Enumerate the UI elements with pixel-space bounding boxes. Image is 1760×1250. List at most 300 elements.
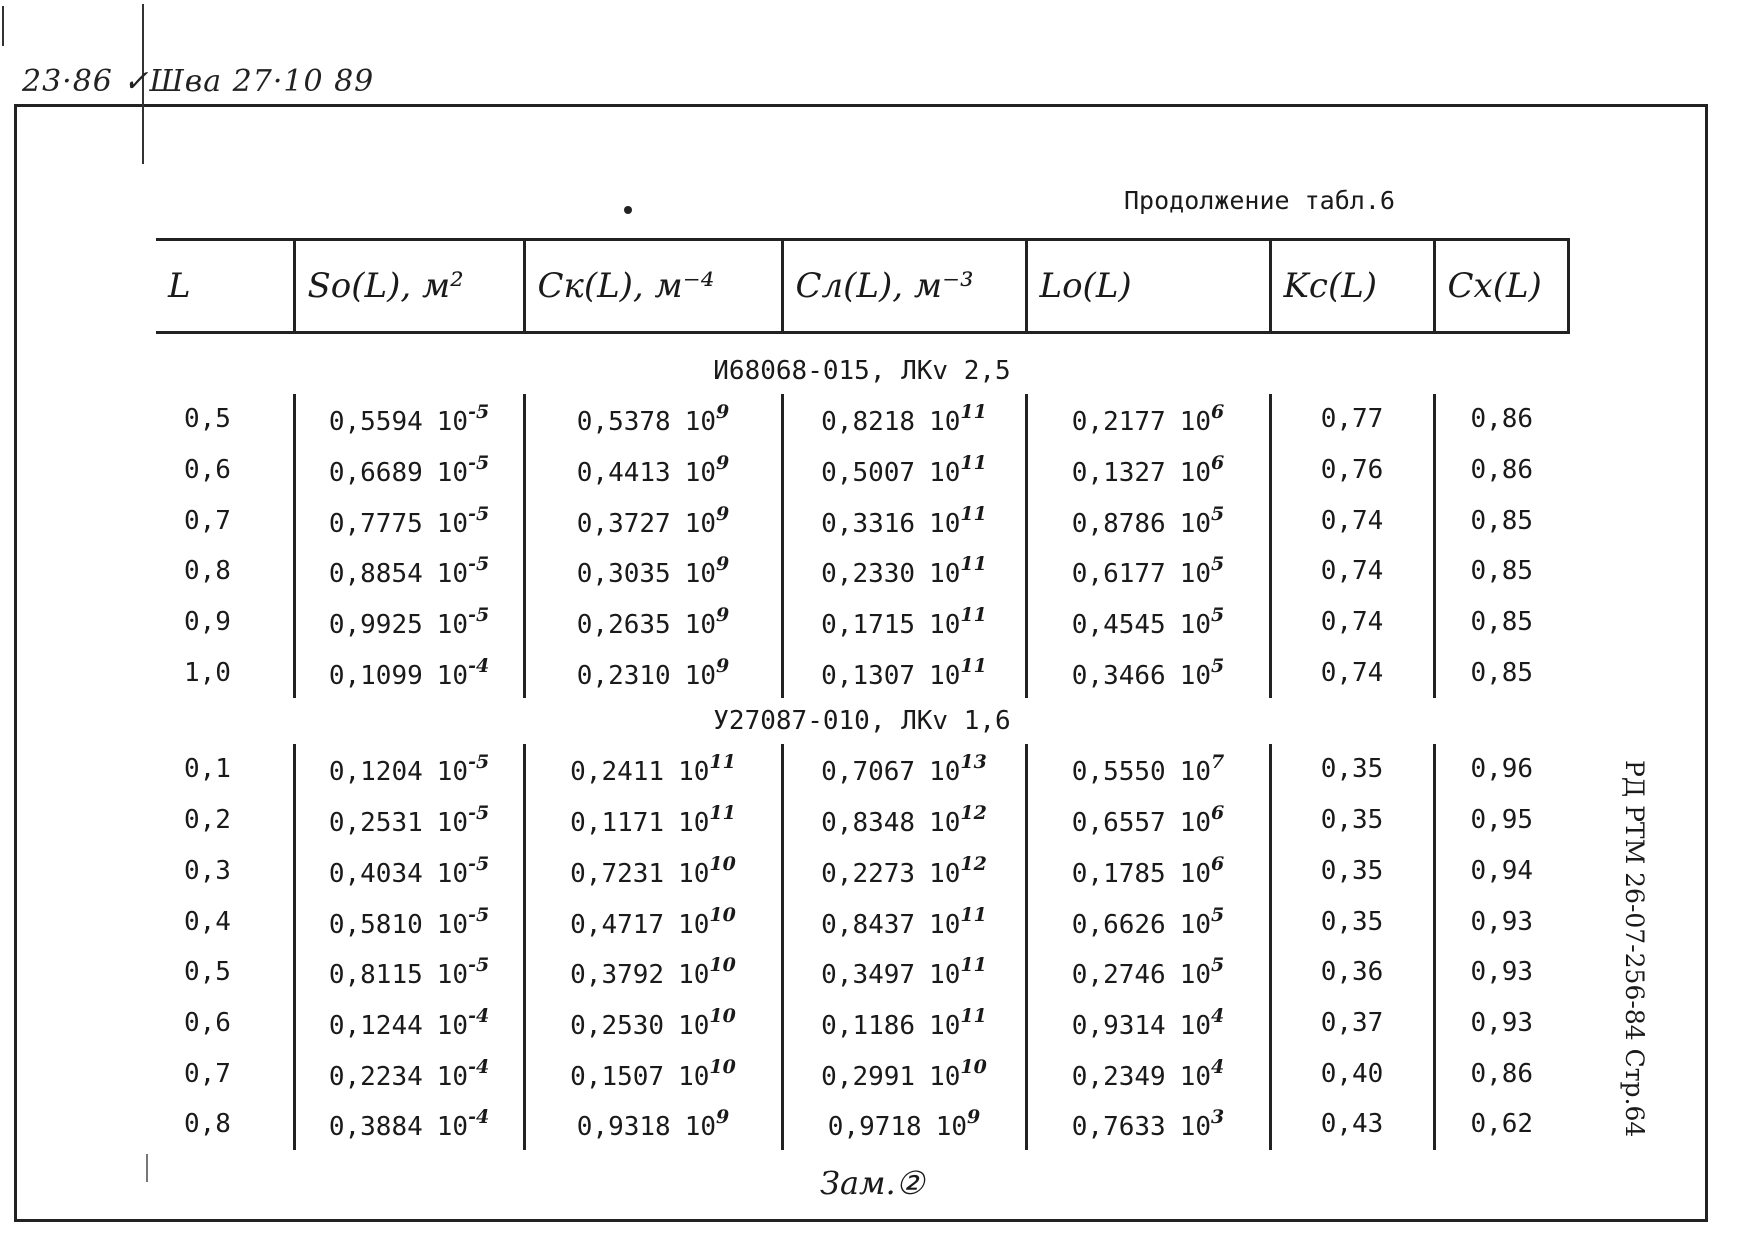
base-ten: 10 <box>684 610 716 641</box>
cell-l: 0,7 <box>184 1058 231 1089</box>
mantissa: 0,6689 <box>328 458 423 489</box>
exponent: 9 <box>716 553 730 576</box>
base-ten: 10 <box>1179 660 1211 691</box>
exponent: 9 <box>716 452 730 475</box>
cell-l: 0,3 <box>184 855 231 886</box>
table-row <box>156 597 1568 648</box>
base-ten: 10 <box>929 808 961 839</box>
base-ten: 10 <box>678 858 710 889</box>
col-header-so: So(L), м² <box>294 240 524 333</box>
mantissa: 0,9314 <box>1071 1010 1166 1041</box>
cell-kc: 0,77 <box>1270 394 1434 445</box>
exponent: 5 <box>1211 903 1225 926</box>
base-ten: 10 <box>1179 909 1211 940</box>
exponent: -4 <box>468 654 490 677</box>
cell-kc: 0,43 <box>1270 1099 1434 1150</box>
base-ten: 10 <box>1179 407 1211 438</box>
cell-lo <box>1026 495 1270 546</box>
cell-cx: 0,93 <box>1434 896 1568 947</box>
cell-ck <box>524 896 782 947</box>
base-ten: 10 <box>929 508 961 539</box>
exponent: 4 <box>1211 1004 1225 1027</box>
group-title: У27087-010, ЛКv 1,6 <box>713 706 1011 737</box>
base-ten: 10 <box>436 1061 469 1092</box>
cell-cl <box>782 846 1026 897</box>
base-ten: 10 <box>436 559 469 590</box>
base-ten: 10 <box>1179 1010 1211 1041</box>
exponent: 11 <box>960 604 987 627</box>
cell-lo <box>1026 546 1270 597</box>
exponent: 10 <box>709 852 736 875</box>
base-ten: 10 <box>929 1061 961 1092</box>
cell-kc: 0,74 <box>1270 597 1434 648</box>
mantissa: 0,1327 <box>1071 458 1166 489</box>
mantissa: 0,3035 <box>576 559 671 590</box>
cell-lo <box>1026 896 1270 947</box>
exponent: 5 <box>1211 502 1225 525</box>
table-row <box>156 998 1568 1049</box>
mantissa: 0,3792 <box>570 960 665 991</box>
cell-cl <box>782 546 1026 597</box>
mantissa: 0,2310 <box>576 660 671 691</box>
exponent: 6 <box>1211 802 1225 825</box>
cell-l: 0,6 <box>184 1007 231 1038</box>
cell-so <box>294 795 524 846</box>
mantissa: 0,5378 <box>576 407 671 438</box>
mantissa: 0,1099 <box>328 660 423 691</box>
base-ten: 10 <box>1179 960 1211 991</box>
base-ten: 10 <box>1179 458 1211 489</box>
cell-so <box>294 998 524 1049</box>
mantissa: 0,8437 <box>821 909 916 940</box>
exponent: 9 <box>716 654 730 677</box>
exponent: 3 <box>1211 1106 1225 1129</box>
document-code-label: РД РТМ 26-07-256-84 Стр.64 <box>1620 760 1649 1138</box>
mantissa: 0,1785 <box>1071 858 1166 889</box>
cell-kc: 0,76 <box>1270 445 1434 496</box>
base-ten: 10 <box>684 660 716 691</box>
base-ten: 10 <box>1179 858 1211 889</box>
cell-cl <box>782 795 1026 846</box>
base-ten: 10 <box>436 1010 469 1041</box>
cell-ck <box>524 998 782 1049</box>
exponent: 10 <box>960 1055 987 1078</box>
cell-cx: 0,85 <box>1434 546 1568 597</box>
base-ten: 10 <box>935 1112 967 1143</box>
table-row <box>156 445 1568 496</box>
cell-ck <box>524 546 782 597</box>
cell-ck <box>524 647 782 698</box>
cell-kc: 0,74 <box>1270 495 1434 546</box>
cell-lo <box>1026 394 1270 445</box>
binding-margin-line-bottom <box>146 1154 148 1182</box>
exponent: -5 <box>468 452 490 475</box>
cell-lo <box>1026 846 1270 897</box>
exponent: 10 <box>709 1055 736 1078</box>
table-row <box>156 896 1568 947</box>
exponent: -4 <box>468 1055 490 1078</box>
col-header-cl: Cл(L), м⁻³ <box>782 240 1026 333</box>
cell-lo <box>1026 744 1270 795</box>
cell-ck <box>524 744 782 795</box>
exponent: 11 <box>960 452 987 475</box>
cell-lo <box>1026 795 1270 846</box>
mantissa: 0,2177 <box>1071 407 1166 438</box>
exponent: 9 <box>967 1106 981 1129</box>
mantissa: 0,4717 <box>570 909 665 940</box>
cell-cx: 0,94 <box>1434 846 1568 897</box>
base-ten: 10 <box>436 660 469 691</box>
base-ten: 10 <box>929 858 961 889</box>
mantissa: 0,2991 <box>821 1061 916 1092</box>
exponent: -5 <box>468 553 490 576</box>
cell-cx: 0,86 <box>1434 394 1568 445</box>
exponent: 10 <box>709 903 736 926</box>
ink-dot <box>624 206 632 214</box>
cell-lo <box>1026 1048 1270 1099</box>
base-ten: 10 <box>436 1112 469 1143</box>
cell-l: 0,9 <box>184 607 231 638</box>
mantissa: 0,2330 <box>821 559 916 590</box>
cell-so <box>294 445 524 496</box>
cell-ck <box>524 1048 782 1099</box>
cell-l: 0,6 <box>184 455 231 486</box>
mantissa: 0,5007 <box>821 458 916 489</box>
base-ten: 10 <box>1179 559 1211 590</box>
exponent: 12 <box>960 852 987 875</box>
cell-kc: 0,35 <box>1270 744 1434 795</box>
cell-l: 0,5 <box>184 404 231 435</box>
mantissa: 0,7231 <box>570 858 665 889</box>
cell-l: 1,0 <box>184 657 231 688</box>
base-ten: 10 <box>929 458 961 489</box>
base-ten: 10 <box>1179 610 1211 641</box>
mantissa: 0,1244 <box>328 1010 423 1041</box>
base-ten: 10 <box>436 808 469 839</box>
cell-ck <box>524 394 782 445</box>
mantissa: 0,1307 <box>821 660 916 691</box>
exponent: 11 <box>960 654 987 677</box>
cell-ck <box>524 495 782 546</box>
cell-cx: 0,93 <box>1434 998 1568 1049</box>
base-ten: 10 <box>684 1112 716 1143</box>
cell-so <box>294 846 524 897</box>
base-ten: 10 <box>436 960 469 991</box>
data-table <box>156 238 1570 1150</box>
col-header-lo: Lo(L) <box>1026 240 1270 333</box>
mantissa: 0,2273 <box>821 858 916 889</box>
exponent: 4 <box>1211 1055 1225 1078</box>
cell-ck <box>524 947 782 998</box>
mantissa: 0,3884 <box>328 1112 423 1143</box>
exponent: 6 <box>1211 852 1225 875</box>
exponent: 11 <box>960 553 987 576</box>
table-row <box>156 795 1568 846</box>
cell-kc: 0,35 <box>1270 896 1434 947</box>
cell-cx: 0,96 <box>1434 744 1568 795</box>
mantissa: 0,8115 <box>328 960 423 991</box>
mantissa: 0,8218 <box>821 407 916 438</box>
cell-l: 0,5 <box>184 957 231 988</box>
exponent: -4 <box>468 1106 490 1129</box>
table-body <box>156 333 1568 1150</box>
mantissa: 0,9925 <box>328 610 423 641</box>
exponent: 11 <box>960 1004 987 1027</box>
table-row <box>156 1099 1568 1150</box>
cell-so <box>294 1048 524 1099</box>
mantissa: 0,3466 <box>1071 660 1166 691</box>
cell-so <box>294 495 524 546</box>
exponent: 11 <box>709 751 736 774</box>
cell-ck <box>524 597 782 648</box>
mantissa: 0,3497 <box>821 960 916 991</box>
cell-cx: 0,95 <box>1434 795 1568 846</box>
mantissa: 0,4034 <box>328 858 423 889</box>
mantissa: 0,1507 <box>570 1061 665 1092</box>
col-header-cx: Cх(L) <box>1434 240 1568 333</box>
table-row <box>156 546 1568 597</box>
cell-l: 0,7 <box>184 505 231 536</box>
cell-ck <box>524 1099 782 1150</box>
cell-so <box>294 947 524 998</box>
exponent: -5 <box>468 502 490 525</box>
cell-cl <box>782 647 1026 698</box>
mantissa: 0,2411 <box>570 757 665 788</box>
base-ten: 10 <box>929 407 961 438</box>
cell-cx: 0,85 <box>1434 597 1568 648</box>
exponent: -5 <box>468 401 490 424</box>
mantissa: 0,7067 <box>821 757 916 788</box>
exponent: -5 <box>468 903 490 926</box>
exponent: -5 <box>468 954 490 977</box>
table-row <box>156 947 1568 998</box>
cell-kc: 0,35 <box>1270 795 1434 846</box>
exponent: -5 <box>468 604 490 627</box>
exponent: 12 <box>960 802 987 825</box>
exponent: 11 <box>960 954 987 977</box>
cell-cx: 0,85 <box>1434 495 1568 546</box>
cell-l: 0,8 <box>184 556 231 587</box>
mantissa: 0,1204 <box>328 757 423 788</box>
base-ten: 10 <box>678 909 710 940</box>
col-header-l: L <box>156 240 294 333</box>
mantissa: 0,3316 <box>821 508 916 539</box>
exponent: -5 <box>468 751 490 774</box>
cell-cx: 0,86 <box>1434 445 1568 496</box>
base-ten: 10 <box>929 757 961 788</box>
base-ten: 10 <box>678 808 710 839</box>
cell-cl <box>782 744 1026 795</box>
col-header-ck: Cк(L), м⁻⁴ <box>524 240 782 333</box>
exponent: 5 <box>1211 654 1225 677</box>
cell-l: 0,2 <box>184 805 231 836</box>
cell-so <box>294 1099 524 1150</box>
exponent: 13 <box>960 751 987 774</box>
revision-note: Зам.② <box>820 1164 925 1202</box>
table-continuation-label: Продолжение табл.6 <box>1124 186 1395 215</box>
exponent: 11 <box>709 802 736 825</box>
base-ten: 10 <box>436 909 469 940</box>
group-title-row <box>156 333 1568 395</box>
exponent: 9 <box>716 1106 730 1129</box>
cell-cl <box>782 1048 1026 1099</box>
corner-mark <box>2 6 4 46</box>
cell-so <box>294 597 524 648</box>
mantissa: 0,2635 <box>576 610 671 641</box>
cell-cl <box>782 394 1026 445</box>
cell-cl <box>782 896 1026 947</box>
table-row <box>156 394 1568 445</box>
cell-kc: 0,36 <box>1270 947 1434 998</box>
base-ten: 10 <box>1179 757 1211 788</box>
cell-kc: 0,74 <box>1270 647 1434 698</box>
base-ten: 10 <box>684 559 716 590</box>
mantissa: 0,6177 <box>1071 559 1166 590</box>
mantissa: 0,6557 <box>1071 808 1166 839</box>
table-header-row <box>156 240 1568 333</box>
cell-ck <box>524 445 782 496</box>
exponent: -5 <box>468 802 490 825</box>
mantissa: 0,5810 <box>328 909 423 940</box>
exponent: 7 <box>1211 751 1225 774</box>
table-row <box>156 846 1568 897</box>
base-ten: 10 <box>1179 808 1211 839</box>
mantissa: 0,8786 <box>1071 508 1166 539</box>
cell-ck <box>524 795 782 846</box>
exponent: 5 <box>1211 954 1225 977</box>
base-ten: 10 <box>436 407 469 438</box>
cell-l: 0,4 <box>184 906 231 937</box>
cell-kc: 0,35 <box>1270 846 1434 897</box>
mantissa: 0,1715 <box>821 610 916 641</box>
cell-lo <box>1026 947 1270 998</box>
cell-cl <box>782 445 1026 496</box>
base-ten: 10 <box>436 858 469 889</box>
exponent: 6 <box>1211 401 1225 424</box>
cell-lo <box>1026 1099 1270 1150</box>
exponent: 11 <box>960 502 987 525</box>
cell-cl <box>782 947 1026 998</box>
mantissa: 0,8854 <box>328 559 423 590</box>
base-ten: 10 <box>684 407 716 438</box>
cell-cl <box>782 495 1026 546</box>
base-ten: 10 <box>684 508 716 539</box>
exponent: 9 <box>716 502 730 525</box>
exponent: 10 <box>709 954 736 977</box>
cell-so <box>294 647 524 698</box>
mantissa: 0,4545 <box>1071 610 1166 641</box>
group-title-row <box>156 698 1568 744</box>
mantissa: 0,2234 <box>328 1061 423 1092</box>
exponent: 6 <box>1211 452 1225 475</box>
mantissa: 0,9318 <box>576 1112 671 1143</box>
mantissa: 0,1171 <box>570 808 665 839</box>
exponent: -5 <box>468 852 490 875</box>
cell-cx: 0,93 <box>1434 947 1568 998</box>
cell-kc: 0,74 <box>1270 546 1434 597</box>
base-ten: 10 <box>929 909 961 940</box>
mantissa: 0,5550 <box>1071 757 1166 788</box>
cell-cl <box>782 597 1026 648</box>
exponent: 11 <box>960 903 987 926</box>
table-row <box>156 495 1568 546</box>
cell-l: 0,8 <box>184 1109 231 1140</box>
mantissa: 0,4413 <box>576 458 671 489</box>
mantissa: 0,9718 <box>827 1112 922 1143</box>
table-row <box>156 744 1568 795</box>
cell-kc: 0,40 <box>1270 1048 1434 1099</box>
cell-cx: 0,62 <box>1434 1099 1568 1150</box>
base-ten: 10 <box>1179 508 1211 539</box>
mantissa: 0,2530 <box>570 1010 665 1041</box>
mantissa: 0,8348 <box>821 808 916 839</box>
mantissa: 0,7775 <box>328 508 423 539</box>
exponent: 5 <box>1211 553 1225 576</box>
exponent: 9 <box>716 401 730 424</box>
base-ten: 10 <box>436 508 469 539</box>
exponent: 11 <box>960 401 987 424</box>
base-ten: 10 <box>678 757 710 788</box>
cell-lo <box>1026 445 1270 496</box>
base-ten: 10 <box>929 610 961 641</box>
mantissa: 0,5594 <box>328 407 423 438</box>
mantissa: 0,7633 <box>1071 1112 1166 1143</box>
base-ten: 10 <box>436 757 469 788</box>
cell-cl <box>782 998 1026 1049</box>
base-ten: 10 <box>436 458 469 489</box>
cell-kc: 0,37 <box>1270 998 1434 1049</box>
cell-l: 0,1 <box>184 754 231 785</box>
group-title: И68068-015, ЛКv 2,5 <box>713 356 1011 386</box>
col-header-kc: Kc(L) <box>1270 240 1434 333</box>
base-ten: 10 <box>929 559 961 590</box>
cell-so <box>294 546 524 597</box>
cell-cx: 0,86 <box>1434 1048 1568 1099</box>
exponent: 10 <box>709 1004 736 1027</box>
base-ten: 10 <box>1179 1112 1211 1143</box>
base-ten: 10 <box>684 458 716 489</box>
mantissa: 0,2746 <box>1071 960 1166 991</box>
cell-cx: 0,85 <box>1434 647 1568 698</box>
cell-so <box>294 394 524 445</box>
base-ten: 10 <box>929 960 961 991</box>
exponent: -4 <box>468 1004 490 1027</box>
mantissa: 0,2531 <box>328 808 423 839</box>
cell-lo <box>1026 597 1270 648</box>
exponent: 9 <box>716 604 730 627</box>
cell-lo <box>1026 998 1270 1049</box>
cell-so <box>294 744 524 795</box>
exponent: 5 <box>1211 604 1225 627</box>
cell-so <box>294 896 524 947</box>
handwritten-registration-note: 23·86 ✓Шва 27·10 89 <box>22 64 375 99</box>
cell-cl <box>782 1099 1026 1150</box>
base-ten: 10 <box>678 960 710 991</box>
base-ten: 10 <box>929 1010 961 1041</box>
mantissa: 0,1186 <box>821 1010 916 1041</box>
base-ten: 10 <box>678 1061 710 1092</box>
base-ten: 10 <box>436 610 469 641</box>
base-ten: 10 <box>1179 1061 1211 1092</box>
table-row <box>156 1048 1568 1099</box>
table-row <box>156 647 1568 698</box>
mantissa: 0,6626 <box>1071 909 1166 940</box>
mantissa: 0,3727 <box>576 508 671 539</box>
base-ten: 10 <box>929 660 961 691</box>
cell-lo <box>1026 647 1270 698</box>
mantissa: 0,2349 <box>1071 1061 1166 1092</box>
base-ten: 10 <box>678 1010 710 1041</box>
